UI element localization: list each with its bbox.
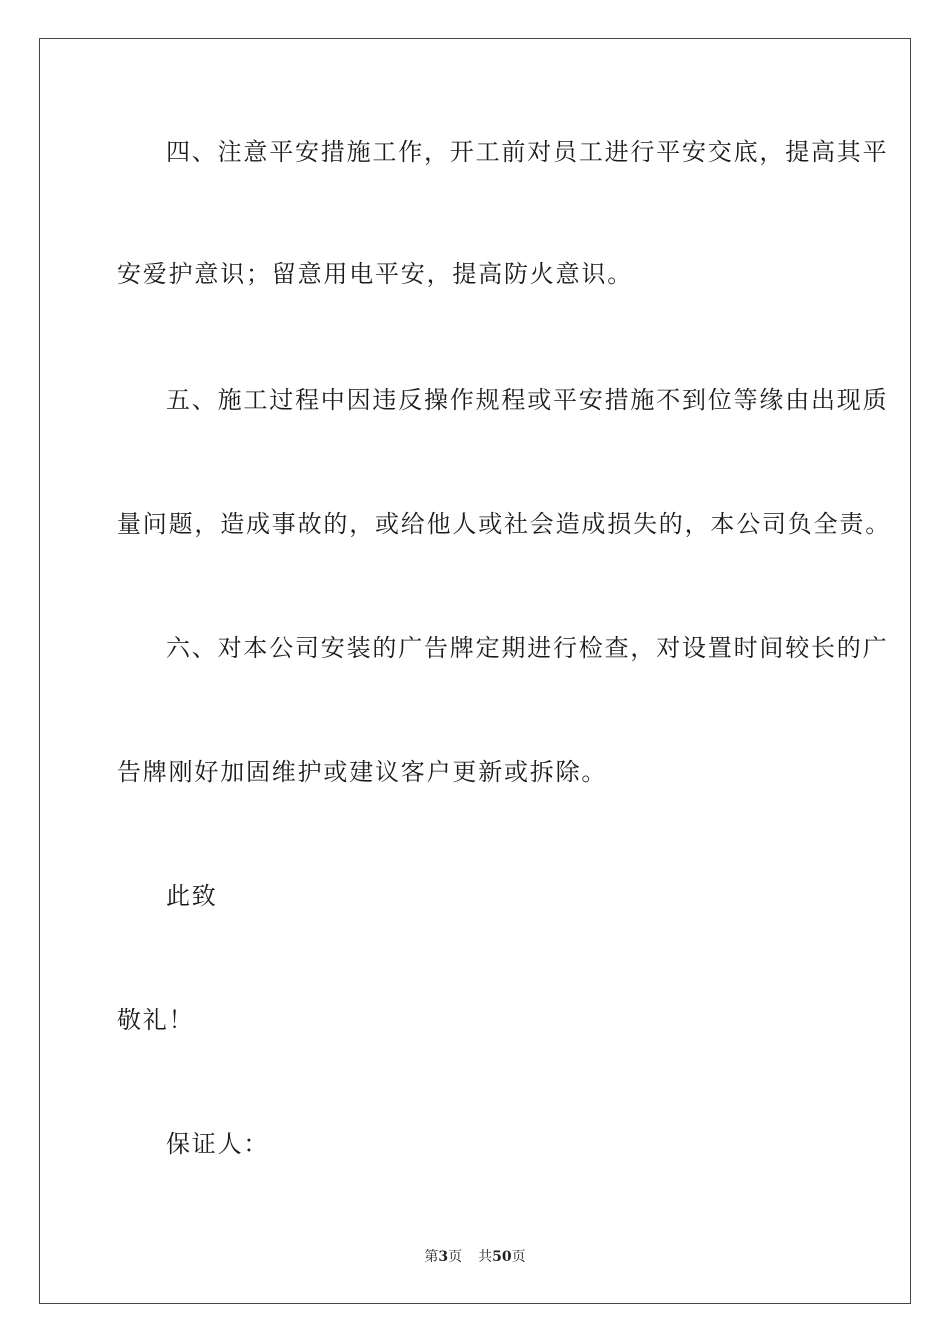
paragraph-4-line-2: 安爱护意识；留意用电平安，提高防火意识。 <box>117 260 633 288</box>
paragraph-6-line-2: 告牌刚好加固维护或建议客户更新或拆除。 <box>117 758 608 786</box>
footer-page-prefix: 第 <box>424 1249 439 1265</box>
closing-salutation: 此致 <box>166 882 218 910</box>
footer-total-pages: 50 <box>492 1249 512 1265</box>
footer-total-suffix: 页 <box>511 1249 526 1265</box>
page-border <box>39 38 911 1304</box>
guarantor-label: 保证人： <box>166 1130 270 1158</box>
paragraph-4-line-1: 四、注意平安措施工作，开工前对员工进行平安交底，提高其平 <box>166 138 889 166</box>
footer-page-suffix: 页 <box>448 1249 463 1265</box>
footer-total-prefix: 共 <box>478 1249 493 1265</box>
paragraph-6-line-1: 六、对本公司安装的广告牌定期进行检查，对设置时间较长的广 <box>166 634 889 662</box>
paragraph-5-line-1: 五、施工过程中因违反操作规程或平安措施不到位等缘由出现质 <box>166 386 889 414</box>
paragraph-5-line-2: 量问题，造成事故的，或给他人或社会造成损失的，本公司负全责。 <box>117 510 891 538</box>
footer-page-number: 3 <box>438 1249 449 1265</box>
page-footer <box>0 1248 950 1266</box>
closing-regards: 敬礼！ <box>117 1006 195 1034</box>
